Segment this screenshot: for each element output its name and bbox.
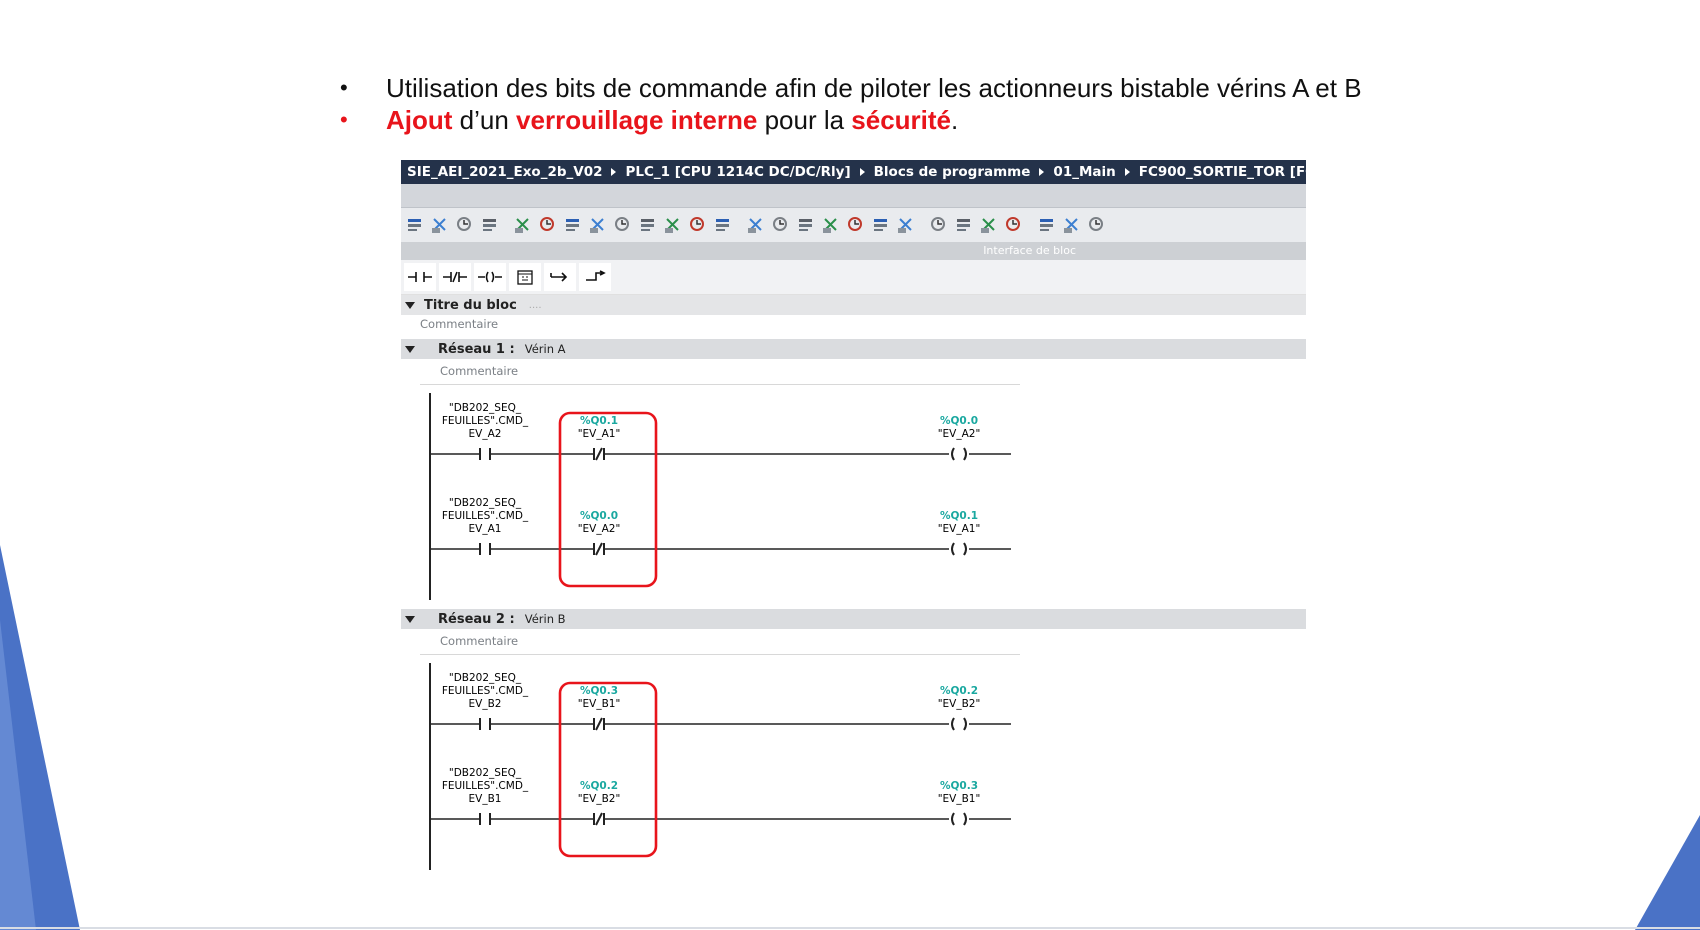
coil-tag: "EV_B2" [937, 698, 981, 710]
insert-network-icon[interactable] [405, 215, 425, 235]
block-list-icon[interactable] [563, 215, 583, 235]
operand-display-icon[interactable] [638, 215, 658, 235]
bullet-text: . [951, 104, 959, 135]
contact-operand-line: FEUILLES".CMD_ [441, 780, 529, 792]
contact-operand-line: EV_B1 [468, 793, 502, 805]
rung [430, 767, 1011, 825]
network-1-diagram [401, 385, 1306, 605]
contact-operand-line: FEUILLES".CMD_ [441, 510, 529, 522]
normally-open-contact[interactable] [480, 813, 490, 825]
normally-closed-contact[interactable] [594, 543, 604, 555]
jump-next-icon[interactable] [1004, 215, 1024, 235]
bullet-word-ajout: Ajout [386, 104, 453, 135]
interlock-tag: "EV_A2" [577, 523, 621, 535]
normally-open-contact[interactable] [480, 718, 490, 730]
bullet-word-securite: sécurité [851, 104, 952, 135]
bullet-list [340, 72, 1362, 136]
coil-address: %Q0.3 [939, 780, 979, 792]
breadcrumb-separator-icon [611, 168, 616, 176]
favorites-icon[interactable] [746, 215, 766, 235]
view-list-icon[interactable] [713, 215, 733, 235]
breadcrumb-item-main[interactable]: 01_Main [1053, 164, 1116, 180]
empty-box-icon [515, 268, 535, 286]
coil-address: %Q0.1 [939, 510, 979, 522]
breadcrumb-item-project[interactable]: SIE_AEI_2021_Exo_2b_V02 [407, 164, 603, 180]
contact-operand-line: EV_A2 [468, 428, 502, 440]
bullet-dot: • [340, 75, 348, 100]
coil-address: %Q0.0 [939, 415, 979, 427]
insert-row-icon[interactable] [455, 215, 475, 235]
rung [430, 672, 1011, 730]
contact-operand-line: FEUILLES".CMD_ [441, 685, 529, 697]
coil-tag: "EV_B1" [937, 793, 981, 805]
normally-closed-contact[interactable] [594, 718, 604, 730]
memory-icon[interactable] [1087, 215, 1107, 235]
normally-open-contact[interactable] [480, 448, 490, 460]
contact-operand-line: FEUILLES".CMD_ [441, 415, 529, 427]
block-title-header[interactable] [401, 295, 1306, 315]
bullet-dot-red: • [340, 107, 348, 132]
output-coil[interactable] [952, 543, 966, 555]
compare-icon[interactable] [896, 215, 916, 235]
add-row-icon[interactable] [480, 215, 500, 235]
bullet-word-verrouillage: verrouillage interne [516, 104, 758, 135]
breadcrumb-separator-icon [1125, 168, 1130, 176]
coil-tag: "EV_A1" [937, 523, 981, 535]
tia-portal-editor [401, 160, 1350, 905]
download-icon[interactable] [871, 215, 891, 235]
bullet-item-1 [340, 72, 1362, 104]
editor-title-bar [401, 184, 1306, 208]
watch-icon[interactable] [1037, 215, 1057, 235]
editor-toolbar [401, 208, 1306, 242]
collapse-triangle-icon[interactable] [405, 346, 415, 353]
output-coil[interactable] [952, 448, 966, 460]
absolute-operand-icon[interactable] [588, 215, 608, 235]
rung [430, 497, 1011, 555]
close-branch-button[interactable] [579, 263, 611, 291]
go-online-icon[interactable] [771, 215, 791, 235]
bullet-text-1: Utilisation des bits de commande afin de piloter les actionneurs bistable vérins A et B [386, 72, 1362, 103]
edit-icon[interactable] [513, 215, 533, 235]
network-2-ladder [401, 655, 1306, 879]
interlock-tag: "EV_B2" [577, 793, 621, 805]
breadcrumb-separator-icon [860, 168, 865, 176]
network-list-icon[interactable] [538, 215, 558, 235]
call-structure-icon[interactable] [954, 215, 974, 235]
normally-closed-contact[interactable] [594, 448, 604, 460]
normally-open-contact-button[interactable] [404, 263, 436, 291]
coil-button[interactable] [474, 263, 506, 291]
normally-closed-contact[interactable] [594, 813, 604, 825]
monitor-icon[interactable] [821, 215, 841, 235]
block-title-dots: .... [528, 299, 542, 311]
breadcrumb-separator-icon [1039, 168, 1044, 176]
coil-address: %Q0.2 [939, 685, 979, 697]
modify-icon[interactable] [846, 215, 866, 235]
interlock-address: %Q0.0 [579, 510, 619, 522]
breadcrumb-item-blocks[interactable]: Blocs de programme [873, 164, 1031, 180]
block-title: Titre du bloc [424, 297, 517, 313]
network-1-comment[interactable]: Commentaire [440, 364, 519, 378]
normally-open-contact[interactable] [480, 543, 490, 555]
network-2-label: Réseau 2 : [438, 611, 515, 627]
normally-closed-contact-icon [442, 270, 468, 284]
bullet-item-2 [340, 104, 1362, 136]
cross-reference-icon[interactable] [929, 215, 949, 235]
bullet-text: d’un [452, 104, 517, 135]
interlock-tag: "EV_B1" [577, 698, 621, 710]
normally-closed-contact-button[interactable] [439, 263, 471, 291]
interlock-address: %Q0.2 [579, 780, 619, 792]
collapse-triangle-icon[interactable] [405, 616, 415, 623]
bullet-text: pour la [757, 104, 852, 135]
collapse-triangle-icon[interactable] [405, 302, 415, 309]
contact-operand-line: EV_B2 [468, 698, 502, 710]
network-2-comment[interactable]: Commentaire [440, 634, 519, 648]
normally-open-contact-icon [407, 270, 433, 284]
lad-instruction-toolbar [401, 260, 1306, 295]
go-offline-icon[interactable] [796, 215, 816, 235]
block-interface-splitter[interactable]: Interface de bloc [401, 242, 1306, 260]
open-branch-icon [549, 270, 571, 284]
contact-operand-line: EV_A1 [468, 523, 502, 535]
network-2-diagram [401, 655, 1306, 875]
right-blue-triangle [1635, 815, 1700, 930]
tag-info-icon[interactable] [663, 215, 683, 235]
breadcrumb [401, 160, 1350, 184]
block-comment[interactable]: Commentaire [420, 317, 499, 331]
interlock-address: %Q0.1 [579, 415, 619, 427]
contact-operand-line: "DB202_SEQ_ [448, 672, 522, 684]
contact-operand-line: "DB202_SEQ_ [448, 497, 522, 509]
contact-operand-line: "DB202_SEQ_ [448, 767, 522, 779]
contact-operand-line: "DB202_SEQ_ [448, 402, 522, 414]
output-coil[interactable] [952, 813, 966, 825]
rung [430, 402, 1011, 460]
comment-icon[interactable] [613, 215, 633, 235]
tag-info-alt-icon[interactable] [688, 215, 708, 235]
network-1-header[interactable] [401, 339, 1306, 359]
network-1-ladder [401, 385, 1306, 609]
output-coil[interactable] [952, 718, 966, 730]
network-1-label: Réseau 1 : [438, 341, 515, 357]
open-branch-button[interactable] [544, 263, 576, 291]
interlock-tag: "EV_A1" [577, 428, 621, 440]
coil-tag: "EV_A2" [937, 428, 981, 440]
delete-network-icon[interactable] [430, 215, 450, 235]
breadcrumb-item-fc900[interactable]: FC900_SORTIE_TOR [FC900] [1138, 164, 1350, 180]
interlock-address: %Q0.3 [579, 685, 619, 697]
empty-box-button[interactable] [509, 263, 541, 291]
jump-prev-icon[interactable] [979, 215, 999, 235]
network-2-title: Vérin B [524, 612, 566, 626]
coil-icon [477, 270, 503, 284]
glasses-icon[interactable] [1062, 215, 1082, 235]
network-1-title: Vérin A [524, 342, 566, 356]
network-2-header[interactable] [401, 609, 1306, 629]
close-branch-icon [584, 270, 606, 284]
breadcrumb-item-plc[interactable]: PLC_1 [CPU 1214C DC/DC/Rly] [625, 164, 851, 180]
